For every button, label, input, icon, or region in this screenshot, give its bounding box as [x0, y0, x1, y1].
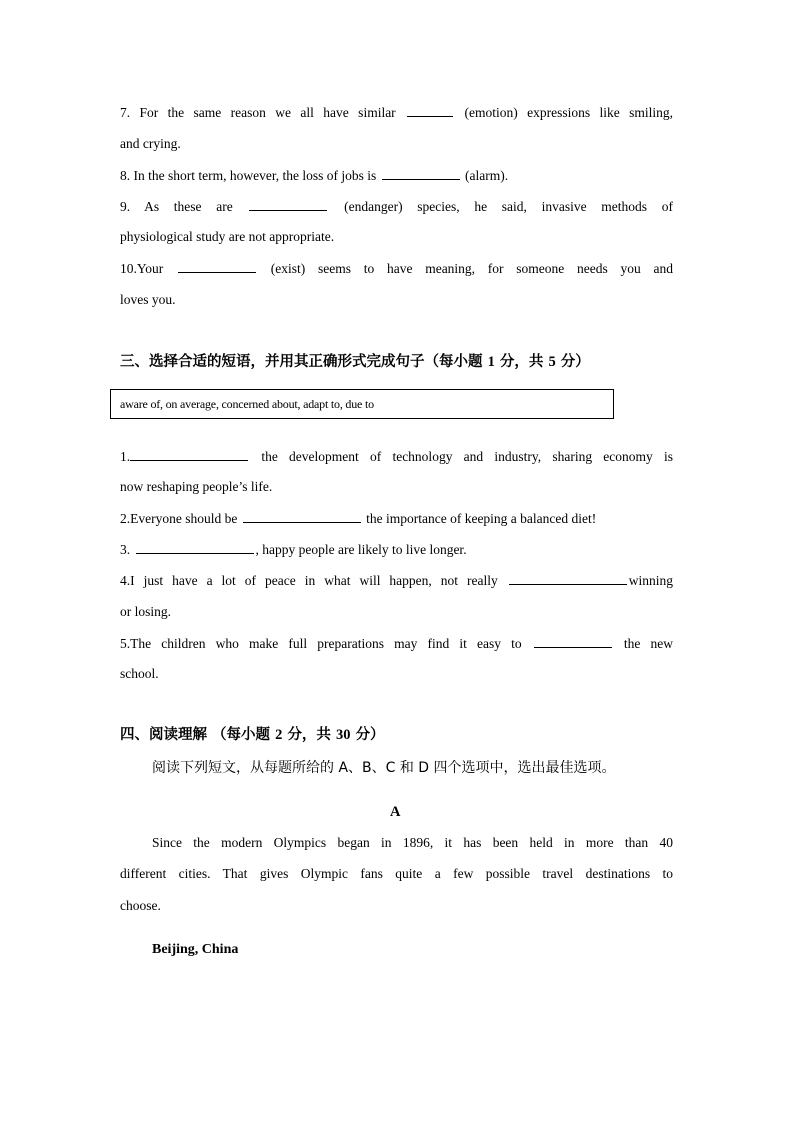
question-7	[120, 102, 673, 123]
phrase-question-5-line2: school.	[120, 666, 159, 681]
reading-instruction: 阅读下列短文，从每题所给的 A、B、C 和 D 四个选项中，选出最佳选项。	[152, 760, 616, 776]
phrase-blank-5[interactable]	[534, 633, 612, 648]
question-10-line2: loves you.	[120, 292, 176, 307]
passage-line-3: choose.	[120, 898, 161, 913]
question-8	[120, 165, 673, 186]
phrase-box	[110, 389, 614, 419]
question-8-text-end: (alarm).	[461, 168, 509, 183]
question-7-line2: and crying.	[120, 136, 181, 151]
phrase-list: aware of, on average, concerned about, adapt to, due to	[120, 397, 374, 411]
question-7-text-end: (emotion) expressions like smiling,	[455, 105, 673, 120]
question-9-text-end: (endanger) species, he said, invasive methods of	[329, 199, 674, 214]
question-9-line2: physiological study are not appropriate.	[120, 229, 335, 244]
city-heading: Beijing, China	[152, 942, 239, 957]
phrase-question-2: 2.Everyone should be the importance of keeping a balanced diet!	[120, 508, 673, 529]
phrase-blank-1[interactable]	[130, 446, 248, 461]
question-7-text: 7. For the same reason we all have similar	[120, 105, 406, 120]
section-4-heading: 四、阅读理解 （每小题 2 分，共 30 分）	[120, 727, 385, 743]
section-3-heading: 三、选择合适的短语，并用其正确形式完成句子（每小题 1 分，共 5 分）	[120, 354, 590, 370]
answer-blank-7[interactable]	[407, 102, 453, 117]
question-9-text: 9. As these are	[120, 199, 248, 214]
phrase-question-4-line2: or losing.	[120, 604, 172, 619]
question-8-text: 8. In the short term, however, the loss of jobs is	[120, 168, 380, 183]
passage-line-2: different cities. That gives Olympic fans quite a few possible travel destinations to	[120, 866, 673, 881]
phrase-question-4: 4.I just have a lot of peace in what will happen, not really winning	[120, 570, 673, 591]
phrase-question-1: 1. the development of technology and industry, sharing economy is	[120, 446, 673, 467]
question-10	[120, 258, 673, 279]
passage-label: A	[390, 804, 401, 820]
phrase-blank-4[interactable]	[509, 570, 627, 585]
answer-blank-8[interactable]	[382, 165, 460, 180]
answer-blank-10[interactable]	[178, 258, 256, 273]
question-10-text-end: (exist) seems to have meaning, for someone needs you and	[258, 261, 673, 276]
phrase-question-5: 5.The children who make full preparations may find it easy to the new	[120, 633, 673, 654]
question-9	[120, 196, 673, 217]
answer-blank-9[interactable]	[249, 196, 327, 211]
phrase-question-1-line2: now reshaping people’s life.	[120, 479, 273, 494]
phrase-blank-3[interactable]	[136, 539, 254, 554]
question-10-text: 10.Your	[120, 261, 177, 276]
passage-line-1: Since the modern Olympics began in 1896, it has been held in more than 40	[152, 835, 673, 850]
phrase-blank-2[interactable]	[243, 508, 361, 523]
phrase-question-3: 3. , happy people are likely to live longer.	[120, 539, 673, 560]
